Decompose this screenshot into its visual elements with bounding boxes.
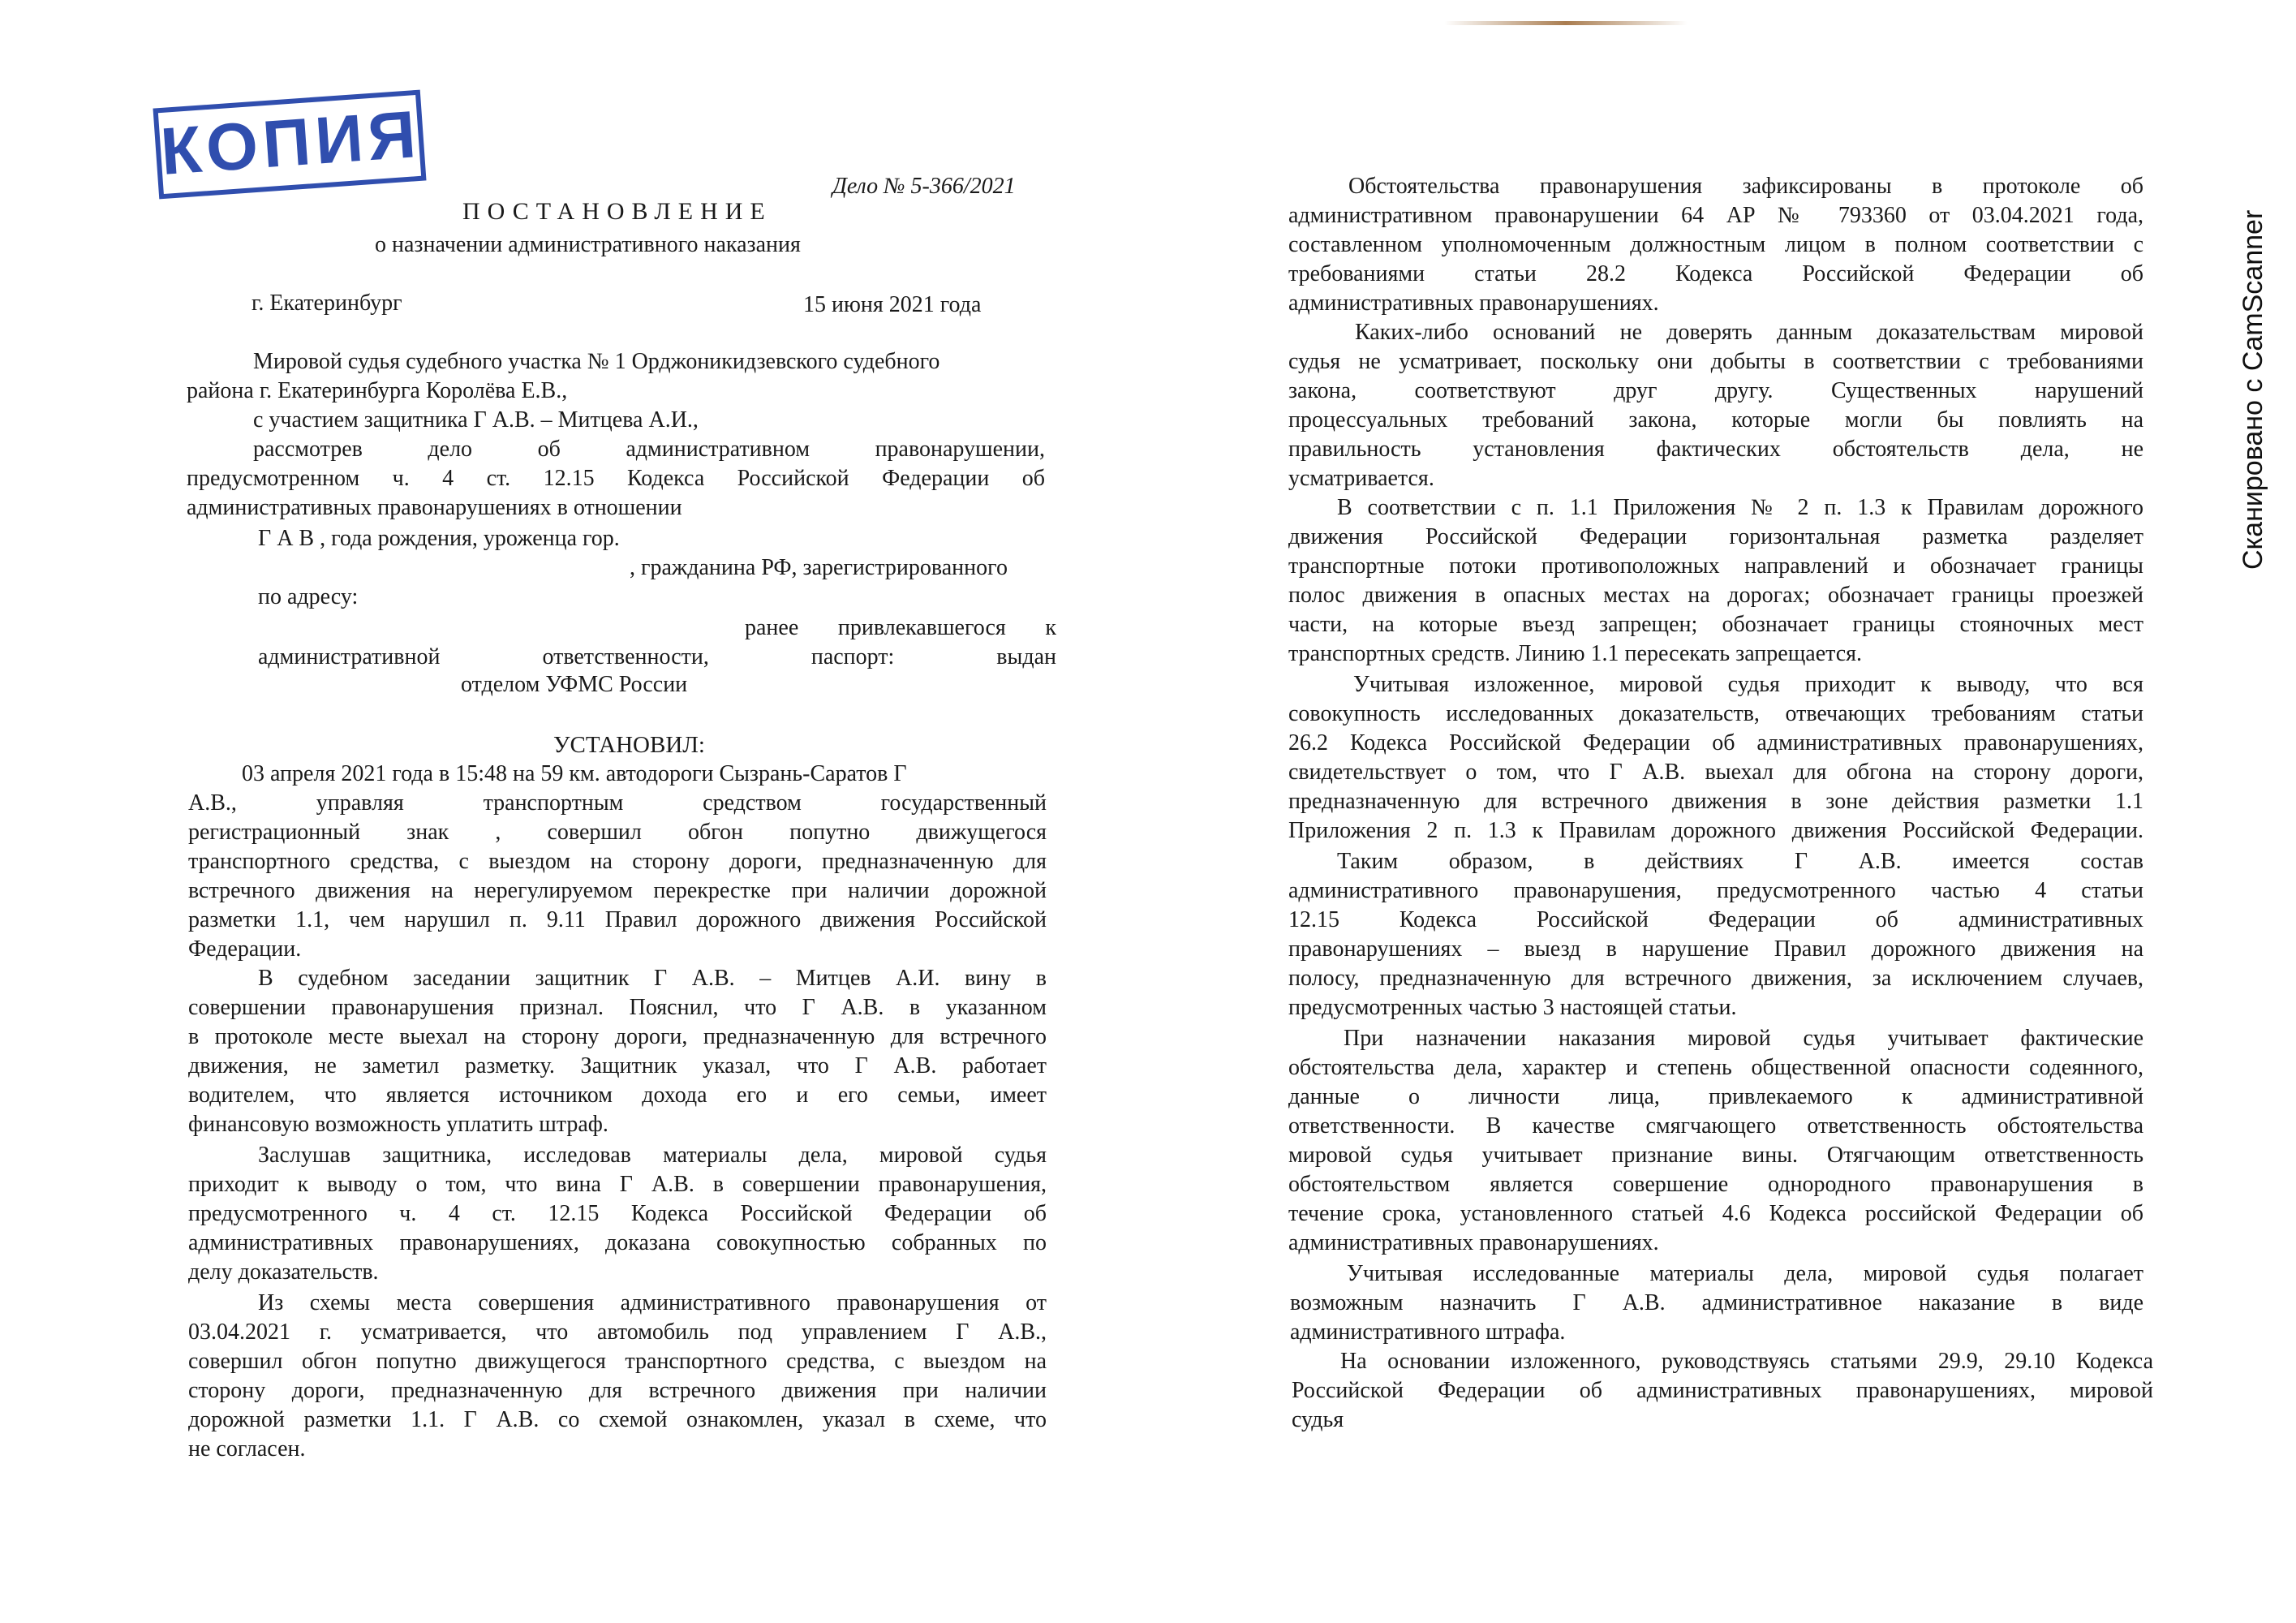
intro-line: административных правонарушениях в отношении: [187, 495, 682, 520]
body-line: обстоятельством является совершение однородного правонарушения в: [1288, 1172, 2143, 1197]
body-line: совокупность исследованных доказательств, отвечающих требованиям статьи: [1288, 701, 2143, 726]
body-line: административного штрафа.: [1290, 1319, 1566, 1345]
intro-line: предусмотренном ч. 4 ст. 12.15 Кодекса Российской Федерации об: [187, 466, 1045, 491]
body-line: транспортных средств. Линию 1.1 пересекать запрещается.: [1288, 641, 1862, 666]
body-line: Федерации.: [188, 936, 302, 962]
body-line: Заслушав защитника, исследовав материалы дела, мировой судья: [258, 1143, 1047, 1168]
body-line: Российской Федерации об административных правонарушениях, мировой: [1292, 1378, 2153, 1403]
body-line: Учитывая исследованные материалы дела, мировой судья полагает: [1347, 1261, 2143, 1286]
body-line: 12.15 Кодекса Российской Федерации об административных: [1288, 907, 2143, 932]
established-heading: УСТАНОВИЛ:: [553, 732, 705, 758]
body-line: закона, соответствуют друг другу. Существенных нарушений: [1288, 378, 2143, 403]
camscanner-watermark: Сканировано с CamScanner: [2238, 209, 2268, 570]
body-line: предусмотренного ч. 4 ст. 12.15 Кодекса Российской Федерации об: [188, 1201, 1047, 1226]
document-title: ПОСТАНОВЛЕНИЕ: [462, 198, 772, 225]
body-line: дорожной разметки 1.1. Г А.В. со схемой ознакомлен, указал в схеме, что: [188, 1407, 1047, 1432]
body-line: полос движения в опасных местах на дорогах; обозначает границы проезжей: [1288, 583, 2143, 608]
body-line: Из схемы места совершения административного правонарушения от: [258, 1290, 1047, 1315]
body-line: в протоколе месте выехал на сторону дороги, предназначенную для встречного: [188, 1024, 1047, 1049]
body-line: административных правонарушениях, доказана совокупностью собранных по: [188, 1230, 1047, 1255]
body-line: водителем, что является источником дохода его и его семьи, имеет: [188, 1083, 1047, 1108]
city: г. Екатеринбург: [252, 291, 402, 316]
body-line: сторону дороги, предназначенную для встречного движения при наличии: [188, 1378, 1047, 1403]
body-line: транспортные потоки противоположных направлений и обозначает границы: [1288, 553, 2143, 579]
body-line: обстоятельства дела, характер и степень общественной опасности содеянного,: [1288, 1055, 2143, 1080]
body-line: данные о личности лица, привлекаемого к административной: [1288, 1084, 2143, 1109]
body-line: встречного движения на нерегулируемом перекрестке при наличии дорожной: [188, 878, 1047, 903]
intro-line: района г. Екатеринбурга Королёва Е.В.,: [187, 378, 568, 403]
body-line: процессуальных требований закона, которые могли бы повлиять на: [1288, 407, 2143, 433]
body-line: административного правонарушения, предусмотренного частью 4 статьи: [1288, 878, 2143, 903]
body-line: ответственности. В качестве смягчающего ответственность обстоятельства: [1288, 1113, 2143, 1139]
body-line: свидетельствует о том, что Г А.В. выехал для обгона на сторону дороги,: [1288, 760, 2143, 785]
document-date: 15 июня 2021 года: [803, 292, 982, 317]
intro-line: , гражданина РФ, зарегистрированного: [630, 555, 1008, 580]
intro-line: Г А В , года рождения, уроженца гор.: [258, 526, 620, 551]
body-line: полосу, предназначенную для встречного движения, за исключением случаев,: [1288, 966, 2143, 991]
body-line: не согласен.: [188, 1436, 306, 1462]
body-line: совершил обгон попутно движущегося транспортного средства, с выездом на: [188, 1349, 1047, 1374]
intro-line: административной ответственности, паспорт: выдан: [258, 644, 1056, 669]
body-line: требованиями статьи 28.2 Кодекса Российской Федерации об: [1288, 261, 2143, 286]
body-line: предназначенную для встречного движения в зоне действия разметки 1.1: [1288, 789, 2143, 814]
body-line: судья: [1292, 1407, 1344, 1432]
body-line: А.В., управляя транспортным средством государственный: [188, 790, 1047, 816]
body-line: транспортного средства, с выездом на сторону дороги, предназначенную для: [188, 849, 1047, 874]
body-line: регистрационный знак , совершил обгон попутно движущегося: [188, 820, 1047, 845]
body-line: 26.2 Кодекса Российской Федерации об административных правонарушениях,: [1288, 730, 2143, 756]
case-number: Дело № 5-366/2021: [832, 174, 1016, 199]
body-line: правонарушениях – выезд в нарушение Правил дорожного движения на: [1288, 936, 2143, 962]
body-line: На основании изложенного, руководствуясь статьями 29.9, 29.10 Кодекса: [1340, 1349, 2153, 1374]
body-line: делу доказательств.: [188, 1259, 379, 1285]
intro-line: по адресу:: [258, 584, 359, 609]
body-line: мировой судья учитывает признание вины. Отягчающим ответственность: [1288, 1143, 2143, 1168]
body-line: Каких-либо оснований не доверять данным доказательствам мировой: [1355, 320, 2143, 345]
body-line: правильность установления фактических обстоятельств дела, не: [1288, 437, 2143, 462]
body-line: совершении правонарушения признал. Пояснил, что Г А.В. в указанном: [188, 995, 1047, 1020]
body-line: составленном уполномоченным должностным лицом в полном соответствии с: [1288, 232, 2143, 257]
intro-line: рассмотрев дело об административном правонарушении,: [253, 437, 1045, 462]
body-line: судья не усматривает, поскольку они добыты в соответствии с требованиями: [1288, 349, 2143, 374]
body-line: течение срока, установленного статьей 4.6 Кодекса российской Федерации об: [1288, 1201, 2143, 1226]
body-line: предусмотренных частью 3 настоящей статьи.: [1288, 995, 1737, 1020]
body-line: В соответствии с п. 1.1 Приложения № 2 п. 1.3 к Правилам дорожного: [1337, 495, 2143, 520]
body-line: движения, не заметил разметку. Защитник указал, что Г А.В. работает: [188, 1053, 1047, 1078]
intro-line: ранее привлекавшегося к: [745, 615, 1056, 640]
body-line: административном правонарушении 64 АР № 793360 от 03.04.2021 года,: [1288, 203, 2143, 228]
body-line: возможным назначить Г А.В. административное наказание в виде: [1290, 1290, 2143, 1315]
body-line: усматривается.: [1288, 466, 1434, 491]
body-line: разметки 1.1, чем нарушил п. 9.11 Правил дорожного движения Российской: [188, 907, 1047, 932]
intro-line: Мировой судья судебного участка № 1 Орджоникидзевского судебного: [253, 349, 940, 374]
body-line: 03.04.2021 г. усматривается, что автомобиль под управлением Г А.В.,: [188, 1319, 1047, 1345]
copy-stamp: КОПИЯ: [153, 90, 426, 200]
body-line: При назначении наказания мировой судья учитывает фактические: [1344, 1026, 2143, 1051]
body-line: Обстоятельства правонарушения зафиксированы в протоколе об: [1348, 174, 2143, 199]
body-line: административных правонарушениях.: [1288, 291, 1659, 316]
intro-line: с участием защитника Г А.В. – Митцева А.И.,: [253, 407, 699, 433]
body-line: части, на которые въезд запрещен; обозначает границы стояночных мест: [1288, 612, 2143, 637]
body-line: Приложения 2 п. 1.3 к Правилам дорожного движения Российской Федерации.: [1288, 818, 2143, 843]
body-line: движения Российской Федерации горизонтальная разметка разделяет: [1288, 524, 2143, 549]
body-line: финансовую возможность уплатить штраф.: [188, 1112, 608, 1137]
body-line: Таким образом, в действиях Г А.В. имеется состав: [1337, 849, 2143, 874]
body-line: Учитывая изложенное, мировой судья приходит к выводу, что вся: [1353, 672, 2143, 697]
intro-line: отделом УФМС России: [461, 672, 688, 697]
body-line: В судебном заседании защитник Г А.В. – Митцев А.И. вину в: [258, 966, 1047, 991]
body-line: административных правонарушениях.: [1288, 1230, 1659, 1255]
body-line: 03 апреля 2021 года в 15:48 на 59 км. автодороги Сызрань-Саратов Г: [242, 761, 907, 786]
body-line: приходит к выводу о том, что вина Г А.В. в совершении правонарушения,: [188, 1172, 1047, 1197]
left-page: [0, 0, 1136, 1623]
document-subtitle: о назначении административного наказания: [375, 232, 801, 257]
